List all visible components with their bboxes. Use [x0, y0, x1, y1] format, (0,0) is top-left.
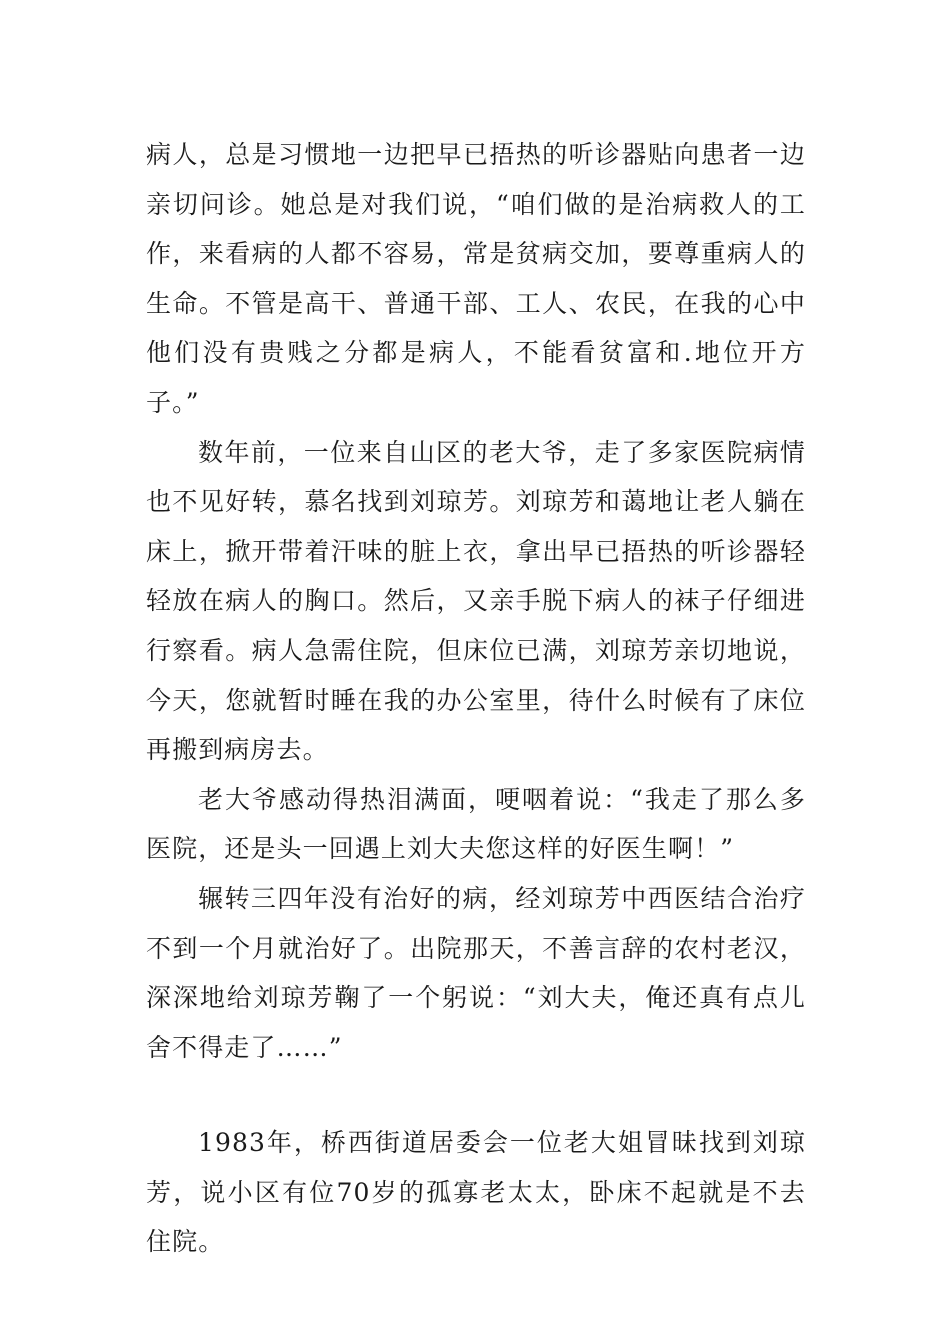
paragraph-4: 辗转三四年没有治好的病，经刘琼芳中西医结合治疗不到一个月就治好了。出院那天，不善言辞的农村老汉，深深地给刘琼芳鞠了一个躬说：“刘大夫，俺还真有点儿舍不得走了……”	[146, 883, 806, 1062]
paragraph-1: 病人，总是习惯地一边把早已捂热的听诊器贴向患者一边亲切问诊。她总是对我们说，“咱们做的是治病救人的工作，来看病的人都不容易，常是贫病交加，要尊重病人的生命。不管是高干、普通干部、工人、农民，在我的心中他们没有贵贱之分都是病人，不能看贫富和.地位开方子。”	[146, 140, 806, 417]
body-text-lower	[146, 1118, 806, 1267]
paragraph-5: 1983年，桥西街道居委会一位老大姐冒昧找到刘琼芳，说小区有位70岁的孤寡老太太，卧床不起就是不去住院。	[146, 1128, 806, 1257]
paragraph-2: 数年前，一位来自山区的老大爷，走了多家医院病情也不见好转，慕名找到刘琼芳。刘琼芳和蔼地让老人躺在床上，掀开带着汗味的脏上衣，拿出早已捂热的听诊器轻轻放在病人的胸口。然后，又亲手脱下病人的袜子仔细进行察看。病人急需住院，但床位已满，刘琼芳亲切地说，今天，您就暂时睡在我的办公室里，待什么时候有了床位再搬到病房去。	[146, 437, 806, 765]
body-text-upper	[146, 130, 806, 1072]
paragraph-3: 老大爷感动得热泪满面，哽咽着说：“我走了那么多医院，还是头一回遇上刘大夫您这样的好医生啊！”	[146, 784, 806, 864]
